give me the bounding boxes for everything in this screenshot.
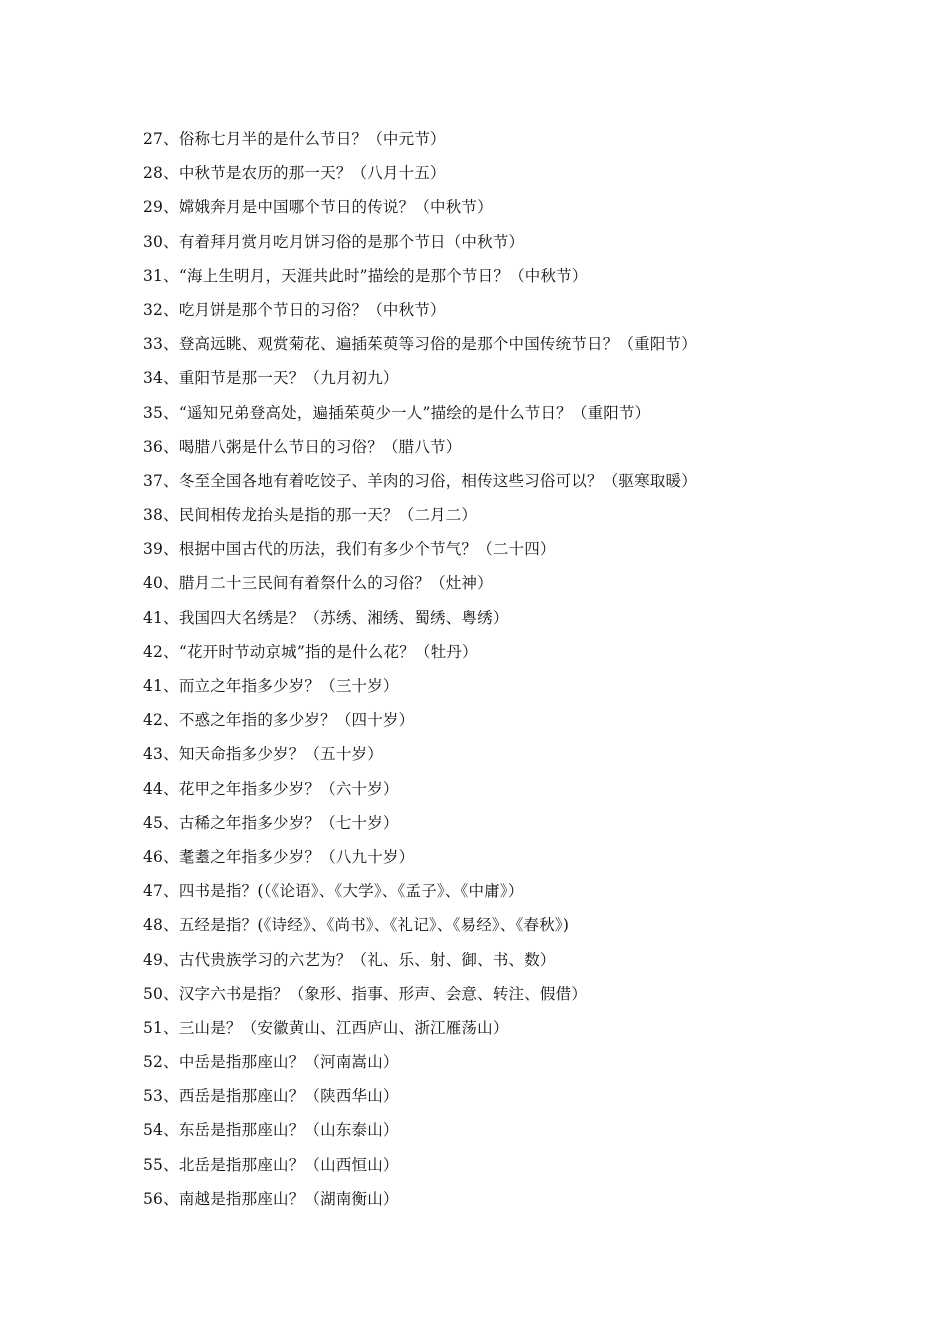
qa-line: 43、知天命指多少岁？（五十岁） xyxy=(143,745,383,764)
qa-list xyxy=(143,122,903,1216)
qa-line: 51、三山是？（安徽黄山、江西庐山、浙江雁荡山） xyxy=(143,1018,509,1037)
qa-line: 45、古稀之年指多少岁？（七十岁） xyxy=(143,813,399,832)
qa-line: 52、中岳是指那座山？（河南嵩山） xyxy=(143,1053,399,1072)
qa-line: 27、俗称七月半的是什么节日？（中元节） xyxy=(143,130,446,148)
qa-line: 46、耄耋之年指多少岁？（八九十岁） xyxy=(143,847,415,866)
qa-line: 47、四书是指？(（《论语》、《大学》、《孟子》、《中庸》） xyxy=(143,882,524,901)
qa-line: 38、民间相传龙抬头是指的那一天？（二月二） xyxy=(143,506,478,525)
qa-line: 41、我国四大名绣是？（苏绣、湘绣、蜀绣、粤绣） xyxy=(143,608,509,627)
qa-line: 29、嫦娥奔月是中国哪个节日的传说？（中秋节） xyxy=(143,198,493,217)
qa-line: 37、冬至全国各地有着吃饺子、羊肉的习俗，相传这些习俗可以？（驱寒取暖） xyxy=(143,471,697,490)
qa-line: 31、“海上生明月，天涯共此时”描绘的是那个节日？（中秋节） xyxy=(143,266,588,285)
qa-line: 32、吃月饼是那个节日的习俗？（中秋节） xyxy=(143,300,446,319)
qa-line: 42、“花开时节动京城”指的是什么花？（牡丹） xyxy=(143,642,478,661)
qa-line: 39、根据中国古代的历法，我们有多少个节气？（二十四） xyxy=(143,540,556,559)
qa-line: 44、花甲之年指多少岁？（六十岁） xyxy=(143,779,399,798)
qa-line: 49、古代贵族学习的六艺为？（礼、乐、射、御、书、数） xyxy=(143,950,556,969)
qa-line: 40、腊月二十三民间有着祭什么的习俗？（灶神） xyxy=(143,574,493,593)
qa-line: 30、有着拜月赏月吃月饼习俗的是那个节日（中秋节） xyxy=(143,232,525,251)
document-page xyxy=(143,122,903,1216)
qa-line: 35、“遥知兄弟登高处，遍插茱萸少一人”描绘的是什么节日？（重阳节） xyxy=(143,403,651,422)
qa-line: 54、东岳是指那座山？（山东泰山） xyxy=(143,1121,399,1140)
qa-line: 28、中秋节是农历的那一天？（八月十五） xyxy=(143,164,446,183)
qa-line: 41、而立之年指多少岁？（三十岁） xyxy=(143,677,399,695)
qa-line: 33、登高远眺、观赏菊花、遍插茱萸等习俗的是那个中国传统节日？（重阳节） xyxy=(143,335,697,354)
qa-line: 36、喝腊八粥是什么节日的习俗？（腊八节） xyxy=(143,437,462,456)
qa-line: 56、南越是指那座山？（湖南衡山） xyxy=(143,1189,399,1208)
qa-line: 34、重阳节是那一天？（九月初九） xyxy=(143,369,399,388)
qa-line: 48、五经是指？(《诗经》、《尚书》、《礼记》、《易经》、《春秋》) xyxy=(143,916,570,935)
qa-line: 53、西岳是指那座山？（陕西华山） xyxy=(143,1087,399,1106)
qa-line: 50、汉字六书是指？（象形、指事、形声、会意、转注、假借） xyxy=(143,984,588,1003)
qa-line: 55、北岳是指那座山？（山西恒山） xyxy=(143,1155,399,1174)
qa-line: 42、不惑之年指的多少岁？（四十岁） xyxy=(143,711,415,730)
